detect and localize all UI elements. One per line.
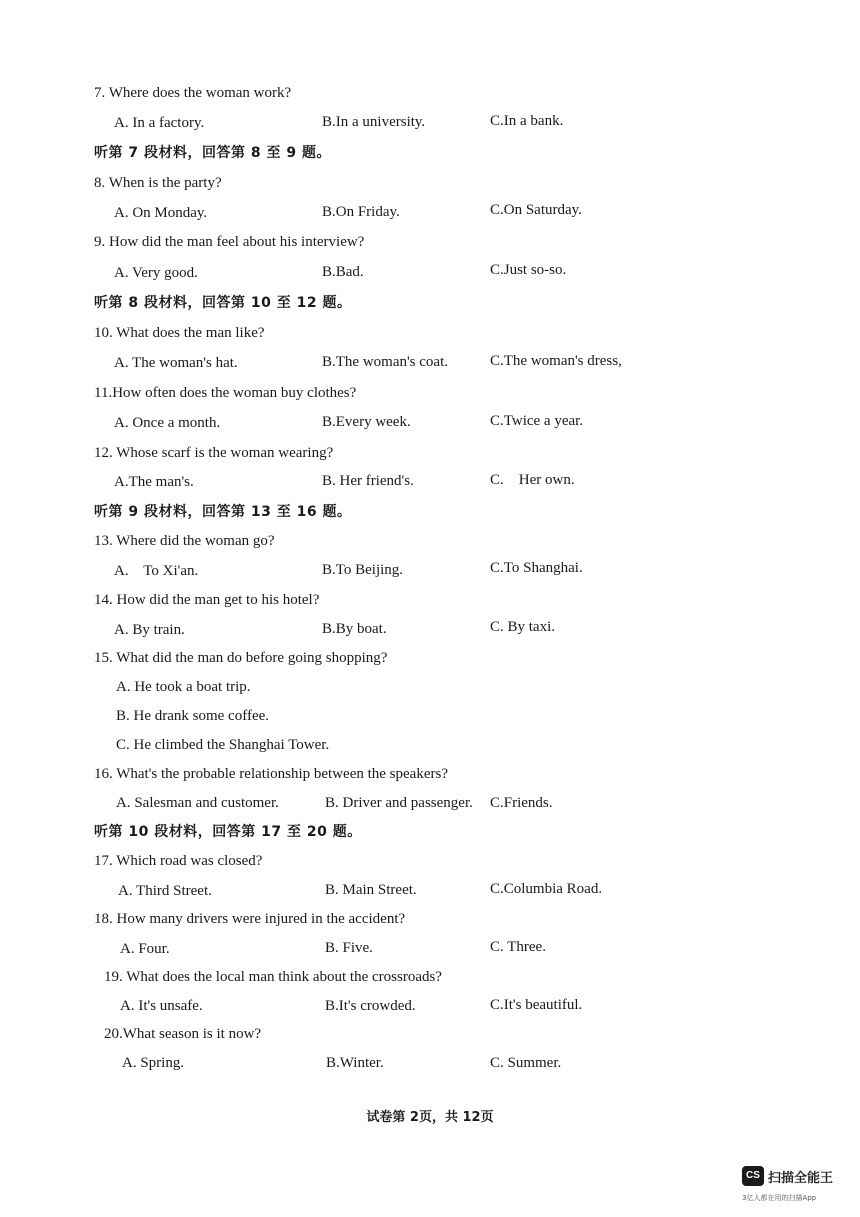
page-footer: 试卷第 2页，共 12页 <box>366 1110 494 1125</box>
question-19-option-c: C.It's beautiful. <box>490 997 583 1013</box>
camscanner-logo-icon: CS <box>742 1166 764 1186</box>
section-heading-10: 听第 10 段材料，回答第 17 至 20 题。 <box>94 824 362 840</box>
question-11-stem: 11.How often does the woman buy clothes? <box>94 385 357 401</box>
question-10-option-c: C.The woman's dress, <box>490 353 622 369</box>
question-9-option-b: B.Bad. <box>322 264 364 280</box>
section-heading-8: 听第 8 段材料，回答第 10 至 12 题。 <box>94 295 352 311</box>
question-14-option-c: C. By taxi. <box>490 619 556 635</box>
question-13-option-a: A. To Xi'an. <box>114 563 199 579</box>
question-19-option-b: B.It's crowded. <box>325 998 416 1014</box>
question-9-stem: 9. How did the man feel about his interview? <box>94 234 365 250</box>
question-16-option-a: A. Salesman and customer. <box>116 795 279 811</box>
question-13-option-c: C.To Shanghai. <box>490 560 583 576</box>
question-9-option-c: C.Just so-so. <box>490 262 567 278</box>
question-10-stem: 10. What does the man like? <box>94 325 265 341</box>
question-16-option-b: B. Driver and passenger. <box>325 795 473 811</box>
question-9-option-a: A. Very good. <box>114 265 198 281</box>
watermark-app-name: 扫描全能王 <box>768 1171 834 1186</box>
question-16-option-c: C.Friends. <box>490 795 553 811</box>
question-15-option-a: A. He took a boat trip. <box>116 679 251 695</box>
question-18-option-a: A. Four. <box>120 941 170 957</box>
question-14-option-a: A. By train. <box>114 622 185 638</box>
question-12-option-a: A.The man's. <box>114 474 194 490</box>
question-14-stem: 14. How did the man get to his hotel? <box>94 592 320 608</box>
question-18-stem: 18. How many drivers were injured in the accident? <box>94 911 406 927</box>
question-15-stem: 15. What did the man do before going shopping? <box>94 650 388 666</box>
question-17-option-a: A. Third Street. <box>118 883 212 899</box>
question-7-option-c: C.In a bank. <box>490 113 564 129</box>
question-18-option-b: B. Five. <box>325 940 373 956</box>
question-18-option-c: C. Three. <box>490 939 546 955</box>
question-15-option-b: B. He drank some coffee. <box>116 708 270 724</box>
question-19-option-a: A. It's unsafe. <box>120 998 203 1014</box>
question-20-option-c: C. Summer. <box>490 1055 562 1071</box>
question-8-stem: 8. When is the party? <box>94 175 222 191</box>
watermark-tagline: 3亿人都在用的扫描App <box>742 1194 817 1202</box>
question-8-option-b: B.On Friday. <box>322 204 400 220</box>
question-20-option-b: B.Winter. <box>326 1055 384 1071</box>
question-11-option-c: C.Twice a year. <box>490 413 584 429</box>
question-7-option-b: B.In a university. <box>322 114 426 130</box>
section-heading-9: 听第 9 段材料，回答第 13 至 16 题。 <box>94 504 352 520</box>
question-12-option-c: C. Her own. <box>490 472 575 488</box>
question-7-stem: 7. Where does the woman work? <box>94 85 292 101</box>
question-8-option-a: A. On Monday. <box>114 205 208 221</box>
question-11-option-a: A. Once a month. <box>114 415 221 431</box>
question-15-option-c: C. He climbed the Shanghai Tower. <box>116 737 330 753</box>
question-20-stem: 20.What season is it now? <box>104 1026 262 1042</box>
question-20-option-a: A. Spring. <box>122 1055 185 1071</box>
question-10-option-b: B.The woman's coat. <box>322 354 449 370</box>
question-12-stem: 12. Whose scarf is the woman wearing? <box>94 445 334 461</box>
section-heading-7: 听第 7 段材料，回答第 8 至 9 题。 <box>94 145 331 161</box>
question-13-option-b: B.To Beijing. <box>322 562 404 578</box>
question-19-stem: 19. What does the local man think about the crossroads? <box>104 969 442 985</box>
question-7-option-a: A. In a factory. <box>114 115 205 131</box>
question-17-stem: 17. Which road was closed? <box>94 853 263 869</box>
question-11-option-b: B.Every week. <box>322 414 411 430</box>
question-17-option-b: B. Main Street. <box>325 882 417 898</box>
question-8-option-c: C.On Saturday. <box>490 202 582 218</box>
question-13-stem: 13. Where did the woman go? <box>94 533 275 549</box>
question-17-option-c: C.Columbia Road. <box>490 881 603 897</box>
question-16-stem: 16. What's the probable relationship between the speakers? <box>94 766 448 782</box>
question-10-option-a: A. The woman's hat. <box>114 355 238 371</box>
question-12-option-b: B. Her friend's. <box>322 473 414 489</box>
question-14-option-b: B.By boat. <box>322 621 387 637</box>
